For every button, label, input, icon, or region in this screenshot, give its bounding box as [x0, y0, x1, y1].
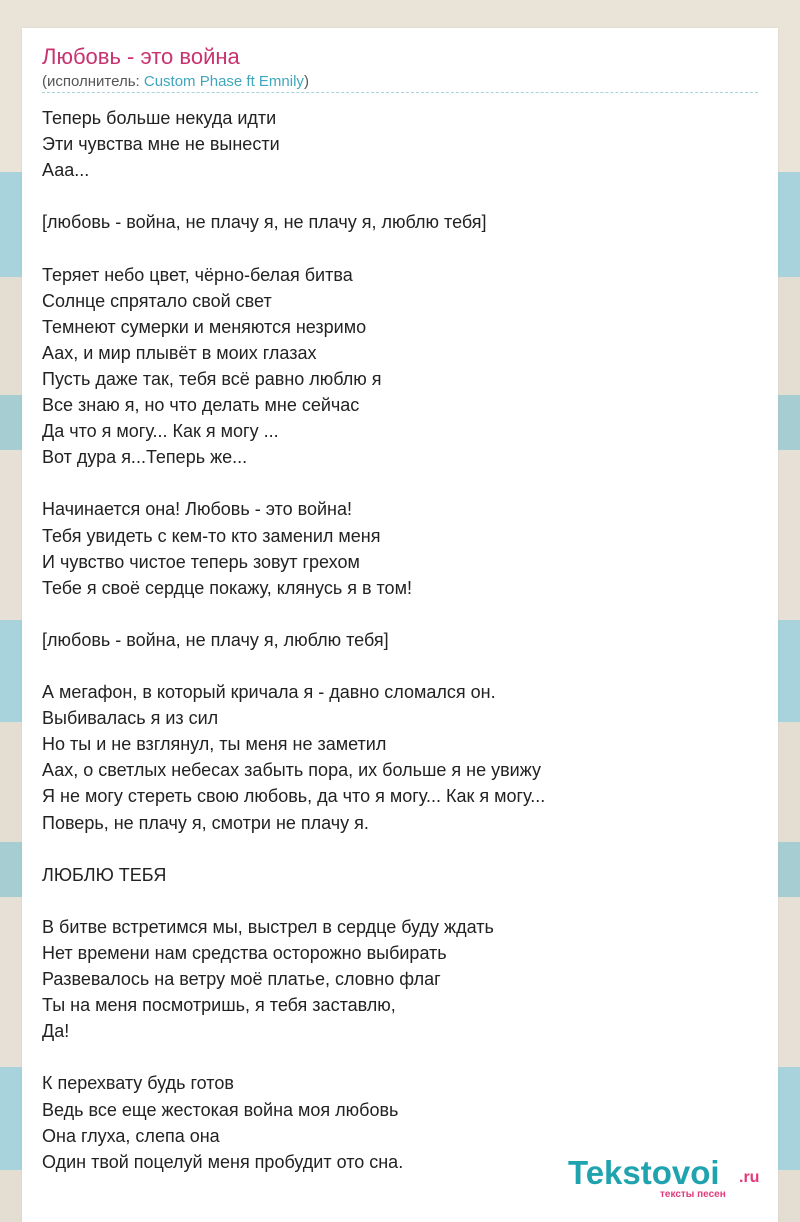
lyric-line: Ведь все еще жестокая война моя любовь [42, 1099, 399, 1120]
lyric-line: Тебя увидеть с кем-то кто заменил меня [42, 525, 381, 546]
lyric-line: [любовь - война, не плачу я, не плачу я, люблю тебя] [42, 212, 487, 233]
lyrics-card [22, 28, 778, 1222]
lyric-line: Да что я могу... Как я могу ... [42, 421, 279, 442]
lyric-line: И чувство чистое теперь зовут грехом [42, 551, 360, 572]
lyric-line: Аах, о светлых небесах забыть пора, их больше я не увижу [42, 760, 541, 781]
artist-prefix: (исполнитель: [42, 73, 144, 90]
lyric-line: [любовь - война, не плачу я, люблю тебя] [42, 629, 389, 650]
lyric-line: Теперь больше некуда идти [42, 108, 277, 128]
lyric-line: К перехвату будь готов [42, 1073, 234, 1094]
lyric-line: Да! [42, 1021, 70, 1042]
lyric-line: В битве встретимся мы, выстрел в сердце буду ждать [42, 916, 494, 937]
logo-tld: .ru [739, 1169, 760, 1186]
lyric-line: Пусть даже так, тебя всё равно люблю я [42, 368, 382, 389]
title-divider [42, 92, 758, 93]
lyric-line: Развевалось на ветру моё платье, словно флаг [42, 969, 441, 990]
lyric-line [42, 836, 758, 862]
lyric-line [42, 183, 758, 209]
lyric-line: Выбивалась я из сил [42, 708, 219, 729]
lyric-line: Темнеют сумерки и меняются незримо [42, 316, 367, 337]
lyric-line [42, 1044, 758, 1070]
song-artist-line [42, 73, 309, 90]
lyric-line: Ааа... [42, 160, 90, 181]
lyric-line [42, 653, 758, 679]
lyric-line: Но ты и не взглянул, ты меня не заметил [42, 734, 387, 755]
artist-link[interactable]: Custom Phase ft Emnily [143, 73, 304, 90]
lyric-line [42, 601, 758, 627]
lyric-line: А мегафон, в который кричала я - давно сломался он. [42, 682, 496, 703]
lyric-line: Ты на меня посмотришь, я тебя заставлю, [42, 995, 396, 1016]
lyric-line: Все знаю я, но что делать мне сейчас [42, 395, 360, 416]
lyric-line [42, 235, 758, 261]
lyric-line: ЛЮБЛЮ ТЕБЯ [42, 864, 167, 885]
lyric-line: Солнце спрятало свой свет [42, 290, 272, 311]
lyric-line: Один твой поцелуй меня пробудит ото сна. [42, 1151, 404, 1172]
lyric-line: Вот дура я...Теперь же... [42, 447, 248, 468]
lyric-line: Она глуха, слепа она [42, 1125, 220, 1146]
lyric-line: Аах, и мир плывёт в моих глазах [42, 342, 317, 363]
lyric-line [42, 470, 758, 496]
lyric-line: Поверь, не плачу я, смотри не плачу я. [42, 812, 369, 833]
lyric-line [42, 888, 758, 914]
lyric-line: Я не могу стереть свою любовь, да что я могу... Как я могу... [42, 786, 546, 807]
song-title: Любовь - это война [42, 44, 240, 69]
logo-name: Tekstovoi [568, 1154, 720, 1191]
site-logo[interactable] [568, 1154, 778, 1202]
lyric-line: Нет времени нам средства осторожно выбирать [42, 943, 447, 963]
artist-suffix: ) [303, 73, 309, 90]
lyric-line: Тебе я своё сердце покажу, клянусь я в том! [42, 577, 412, 598]
lyrics-text [42, 105, 758, 1175]
lyric-line: Эти чувства мне не вынести [42, 134, 280, 155]
lyric-line: Теряет небо цвет, чёрно-белая битва [42, 264, 353, 285]
lyric-line: Начинается она! Любовь - это война! [42, 499, 352, 520]
logo-tagline: тексты песен [660, 1189, 726, 1200]
